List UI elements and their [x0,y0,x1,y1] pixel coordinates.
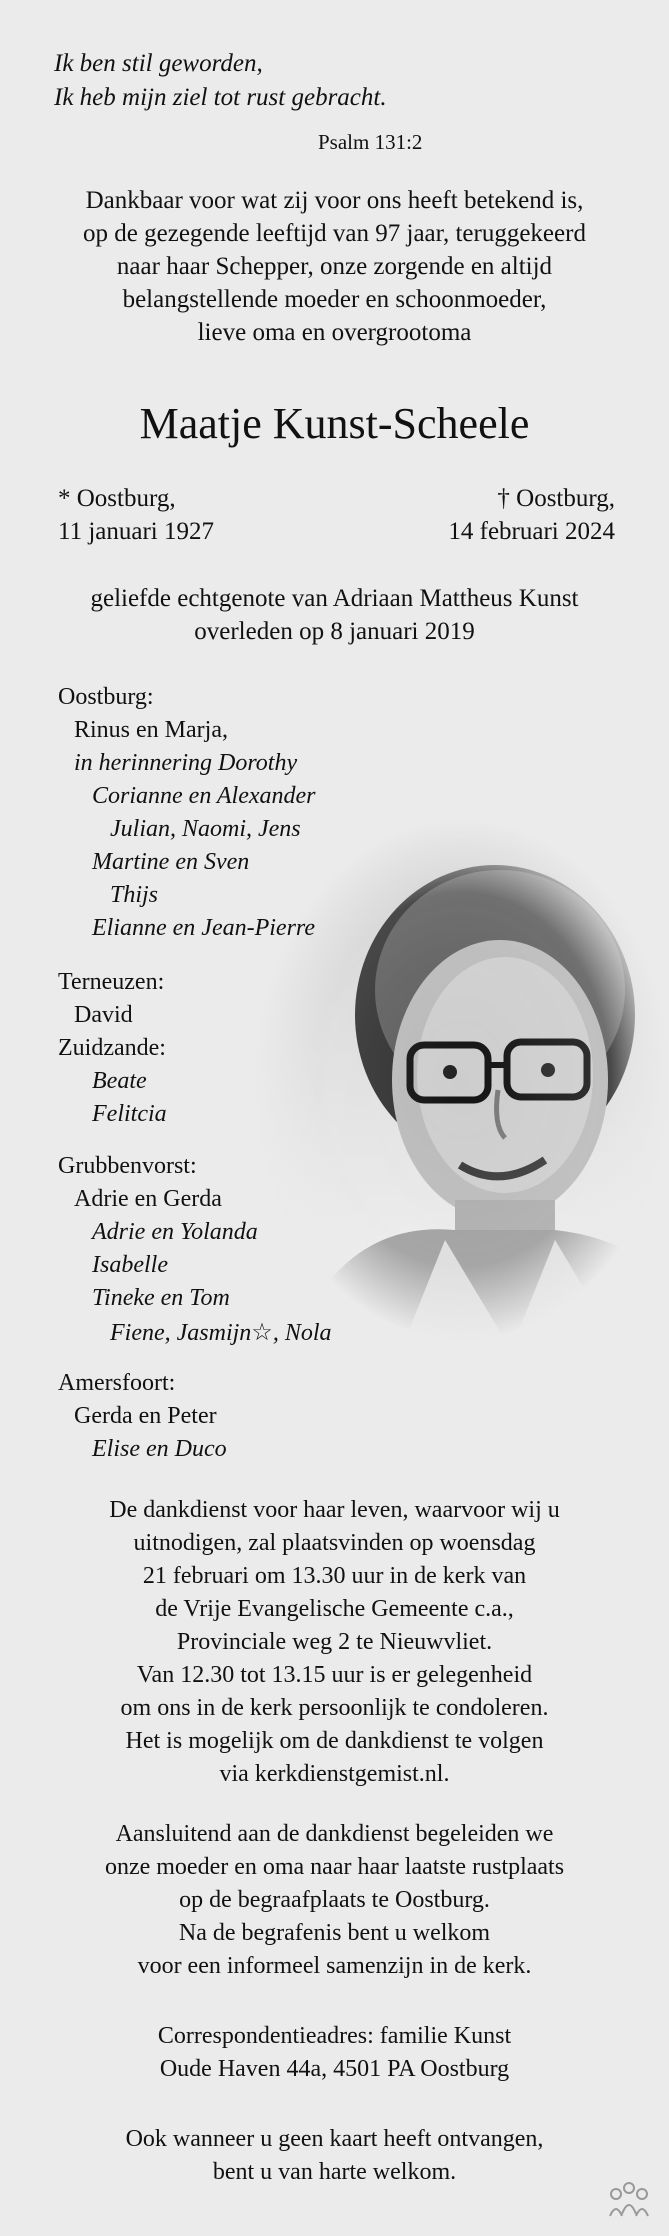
family-member-line [110,1318,332,1347]
family-member: Adrie en Gerda [74,1186,222,1212]
birth-place: * Oostburg, [58,485,176,512]
intro-line: Dankbaar voor wat zij voor ons heeft betekend is, [85,187,584,214]
family-member: Gerda en Peter [74,1403,217,1429]
family-member: Martine en Sven [92,849,250,875]
family-member: Fiene, Jasmijn [110,1320,252,1346]
family-heading: Amersfoort: [58,1370,176,1396]
spouse-line: overleden op 8 januari 2019 [194,618,475,645]
correspondence-line: Correspondentieadres: familie Kunst [157,2023,512,2049]
burial-line: Na de begrafenis bent u welkom [178,1920,491,1946]
service-line: 21 februari om 13.30 uur in de kerk van [142,1563,527,1589]
correspondence-line: Oude Haven 44a, 4501 PA Oostburg [159,2056,510,2082]
verse-line-2: Ik heb mijn ziel tot rust gebracht. [54,84,387,111]
intro-line: op de gezegende leeftijd van 97 jaar, teruggekeerd [83,220,586,247]
service-line: uitnodigen, zal plaatsvinden op woensdag [133,1530,536,1556]
burial-line: Aansluitend aan de dankdienst begeleiden we [115,1821,554,1847]
burial-line: voor een informeel samenzijn in de kerk. [137,1953,532,1979]
service-line: de Vrije Evangelische Gemeente c.a., [155,1596,514,1622]
family-heading: Grubbenvorst: [58,1153,197,1179]
closing-line: bent u van harte welkom. [212,2159,457,2185]
family-member: Elise en Duco [92,1436,227,1462]
service-line: via kerkdienstgemist.nl. [219,1761,450,1787]
family-member: Felitcia [92,1101,167,1127]
family-member: Elianne en Jean-Pierre [92,915,316,941]
intro-line: lieve oma en overgrootoma [197,319,472,346]
service-line: De dankdienst voor haar leven, waarvoor wij u [109,1497,560,1523]
family-member: Julian, Naomi, Jens [110,816,301,842]
family-member: Adrie en Yolanda [92,1219,258,1245]
family-member: David [74,1002,133,1028]
family-heading: Terneuzen: [58,969,165,995]
family-member: Rinus en Marja, [74,717,228,743]
family-logo-icon [608,2180,650,2220]
family-heading: Oostburg: [58,684,154,710]
burial-line: onze moeder en oma naar haar laatste rustplaats [104,1854,565,1880]
death-date: 14 februari 2024 [448,518,615,545]
intro-line: naar haar Schepper, onze zorgende en altijd [116,253,553,280]
star-outline-icon: ☆ [251,1320,273,1346]
family-member: , Nola [272,1320,332,1346]
family-member: Beate [92,1068,147,1094]
verse-reference: Psalm 131:2 [318,130,423,154]
family-heading: Zuidzande: [58,1035,166,1061]
family-member: Tineke en Tom [92,1285,230,1311]
family-member: Thijs [110,882,159,908]
intro-line: belangstellende moeder en schoonmoeder, [122,286,547,313]
service-line: Provinciale weg 2 te Nieuwvliet. [176,1629,493,1655]
portrait-photo [255,820,669,1340]
service-line: Het is mogelijk om de dankdienst te volgen [125,1728,544,1754]
death-place: † Oostburg, [497,485,615,512]
deceased-name: Maatje Kunst-Scheele [139,399,530,448]
family-member: in herinnering Dorothy [74,750,298,776]
closing-line: Ook wanneer u geen kaart heeft ontvangen, [125,2126,544,2152]
burial-line: op de begraafplaats te Oostburg. [179,1887,490,1913]
verse-line-1: Ik ben stil geworden, [54,50,263,77]
birth-date: 11 januari 1927 [58,518,214,545]
service-line: om ons in de kerk persoonlijk te condoleren. [120,1695,549,1721]
service-line: Van 12.30 tot 13.15 uur is er gelegenheid [136,1662,533,1688]
spouse-line: geliefde echtgenote van Adriaan Mattheus Kunst [90,585,579,612]
family-member: Corianne en Alexander [92,783,316,809]
family-member: Isabelle [92,1252,168,1278]
